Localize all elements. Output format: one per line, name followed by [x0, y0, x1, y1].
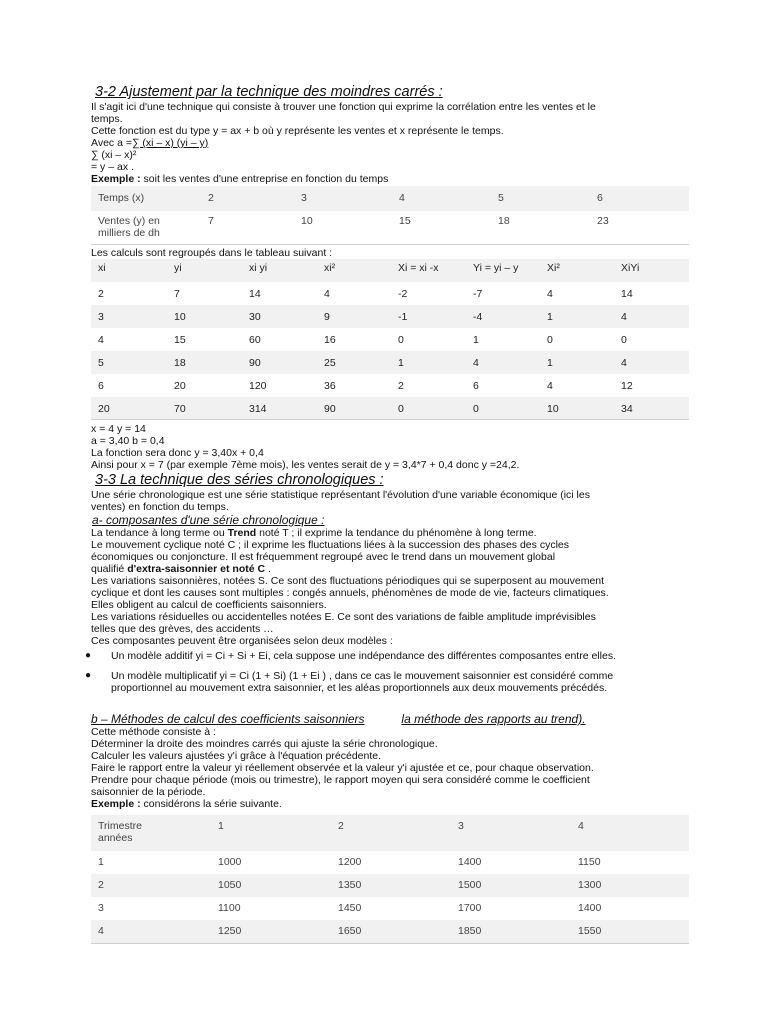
text-run: . [265, 563, 271, 575]
table-cell: 7 [174, 287, 180, 300]
table-cell: 1150 [578, 856, 601, 868]
result-line: a = 3,40 b = 0,4 [91, 435, 165, 447]
table-cell: 1300 [578, 879, 602, 891]
table-cell: 6 [473, 379, 479, 392]
table-header-row [91, 259, 689, 282]
table-header-cell: yi [174, 261, 182, 274]
table-cell: 1 [398, 356, 404, 369]
table-cell: 0 [547, 333, 553, 346]
table-cell: 1400 [578, 902, 602, 914]
list-item-text: Un modèle additif yi = Ci + Si + Ei, cela suppose une indépendance des différentes composantes entre elles. [111, 650, 616, 662]
section-3-3-title: 3-3 La technique des séries chronologiques : [95, 472, 384, 488]
model-list [85, 650, 691, 694]
table-cell: -1 [398, 310, 408, 323]
bullet-icon: ● [85, 650, 92, 661]
table-cell: 15 [399, 215, 411, 227]
table-header-cell: Yi = yi – y [473, 261, 519, 274]
text-run: noté T ; il exprime la tendance du phénomène à long terme. [256, 527, 537, 539]
table-cell: 36 [324, 379, 336, 392]
subsection-a-title: a- composantes d'une série chronologique : [92, 513, 325, 527]
table-header-cell: 2 [338, 820, 344, 832]
table-header-cell: 4 [578, 820, 584, 832]
table-row [91, 351, 689, 374]
paragraph-line: Une série chronologique est une série statistique représentant l'évolution d'une variable économique (ici les [91, 489, 590, 501]
table-cell: 4 [547, 287, 553, 300]
table-cell: 1050 [218, 879, 242, 891]
table-cell: 1850 [458, 925, 482, 937]
table-header-cell: 3 [458, 820, 464, 832]
paragraph-line: saisonnier de la période. [91, 786, 206, 798]
paragraph-line: Les calculs sont regroupés dans le tableau suivant : [91, 246, 333, 259]
table-row [91, 305, 689, 328]
table-cell: 60 [249, 333, 261, 346]
table-cell: 10 [174, 310, 186, 323]
table-header-cell: xi yi [249, 261, 268, 274]
paragraph-line: Les variations résiduelles ou accidentelles notées E. Ce sont des variations de faible amplitude imprévisibles [91, 611, 596, 623]
list-item [85, 670, 691, 694]
table-header-cell: XiYi [621, 261, 640, 274]
paragraph-line: Les variations saisonnières, notées S. Ce sont des fluctuations périodiques qui se superposent au mouvement [91, 575, 605, 587]
paragraph-line: Elles obligent au calcul de coefficients saisonniers. [91, 599, 327, 611]
text-run: La tendance à long terme ou [91, 527, 228, 539]
document-page [85, 84, 691, 944]
table-cell: 1000 [218, 856, 242, 868]
table-cell: 14 [249, 287, 261, 300]
table-row [91, 328, 689, 351]
subsection-b-title-line [91, 712, 691, 726]
table-header-cell: xi² [324, 261, 336, 274]
text-run: qualifié [91, 563, 128, 575]
list-item-text: Un modèle multiplicatif yi = Ci (1 + Si) (1 + Ei ) , dans ce cas le mouvement saisonnier est considéré comme [111, 670, 614, 682]
table-cell: 314 [249, 402, 267, 415]
table-cell: 0 [398, 402, 404, 415]
table-cell: -7 [473, 287, 483, 300]
table-cell: 0 [621, 333, 627, 346]
table-cell: 12 [621, 379, 633, 392]
table-row [91, 186, 689, 211]
table-cell: -2 [398, 287, 408, 300]
table-cell: 2 [208, 192, 214, 204]
seasonal-series-table [91, 815, 689, 944]
paragraph-line: ventes) en fonction du temps. [91, 501, 229, 513]
paragraph-line: Calculer les valeurs ajustées y'i grâce à l'équation précédente. [91, 750, 382, 762]
table-cell: 18 [174, 356, 186, 369]
table-cell: 34 [621, 402, 633, 415]
table-cell: 2 [398, 379, 404, 392]
table-cell: Ventes (y) en milliers de dh [98, 215, 160, 239]
formula-a-denominator: ∑ (xi – x)² [91, 149, 137, 161]
table-row [91, 851, 689, 874]
subsection-b-title: b – Méthodes de calcul des coefficients saisonniers [91, 712, 365, 726]
table-cell: 6 [98, 379, 104, 392]
formula-label: Avec a = [91, 137, 132, 149]
table-cell: 1400 [458, 856, 482, 868]
table-cell: 1700 [458, 902, 482, 914]
table-cell: Temps (x) [98, 192, 145, 204]
table-cell: 1450 [338, 902, 362, 914]
table-cell: 4 [473, 356, 479, 369]
table-cell: 30 [249, 310, 261, 323]
table-row [91, 874, 689, 897]
table-cell: 1100 [218, 902, 241, 914]
section-3-2-title: 3-2 Ajustement par la technique des moindres carrés : [95, 84, 443, 100]
table-cell: -4 [473, 310, 483, 323]
table-row [91, 397, 689, 420]
table-cell: 120 [249, 379, 267, 392]
table-row [91, 211, 689, 244]
table-cell: 1650 [338, 925, 362, 937]
bullet-icon: ● [85, 670, 92, 681]
table-header-cell: Trimestre années [98, 820, 142, 844]
table-header-row [91, 815, 689, 851]
sales-table [91, 186, 689, 245]
paragraph-line: Le mouvement cyclique noté C ; il exprime les fluctuations liées à la succession des phases des cycles [91, 539, 569, 551]
paragraph-line: économiques ou conjoncture. Il est fréquemment regroupé avec le trend dans un mouvement global [91, 551, 556, 563]
example-label: Exemple : [91, 173, 141, 185]
table-cell: 70 [174, 402, 186, 415]
table-cell: 10 [547, 402, 559, 415]
table-cell: 3 [98, 310, 104, 323]
list-item-text: proportionnel au mouvement extra saisonnier, et les aléas proportionnels aux deux mouvements précédés. [111, 682, 608, 694]
table-cell: 4 [547, 379, 553, 392]
paragraph-line: Cette méthode consiste à : [91, 726, 216, 738]
example-label: Exemple : [91, 798, 141, 810]
table-cell: 4 [324, 287, 330, 300]
formula-numerator: ∑ (xi – x) (yi – y) [131, 137, 209, 149]
paragraph-line [91, 527, 691, 539]
table-cell: 4 [399, 192, 405, 204]
table-cell: 10 [301, 215, 313, 227]
table-cell: 20 [98, 402, 110, 415]
table-header-cell: 1 [218, 820, 224, 832]
table-cell: 4 [621, 356, 627, 369]
table-cell: 0 [398, 333, 404, 346]
table-cell: 20 [174, 379, 186, 392]
table-cell: 15 [174, 333, 186, 346]
table-cell: 3 [301, 192, 307, 204]
table-cell: 23 [597, 215, 609, 227]
paragraph-line: telles que des grèves, des accidents … [91, 623, 274, 635]
table-cell: 1 [473, 333, 479, 346]
paragraph-line: Ces composantes peuvent être organisées selon deux modèles : [91, 635, 393, 647]
table-cell: 16 [324, 333, 336, 346]
table-header-cell: xi [98, 261, 106, 274]
table-cell: 18 [498, 215, 510, 227]
table-cell: 1 [98, 856, 104, 868]
result-line: x = 4 y = 14 [91, 423, 146, 435]
table-header-cell: Xi² [547, 261, 560, 274]
table-cell: 5 [98, 356, 104, 369]
list-item [85, 650, 691, 662]
table-cell: 7 [208, 215, 214, 227]
table-cell: 1 [547, 356, 553, 369]
paragraph-line: Il s'agit ici d'une technique qui consiste à trouver une fonction qui exprime la corrélation entre les ventes et le [91, 101, 596, 113]
paragraph-line: Prendre pour chaque période (mois ou trimestre), le rapport moyen qui sera considéré comme le coefficient [91, 774, 590, 786]
table-cell: 1350 [338, 879, 362, 891]
table-cell: 1250 [218, 925, 242, 937]
result-line: La fonction sera donc y = 3,40x + 0,4 [91, 447, 264, 459]
subsection-b-method: la méthode des rapports au trend). [401, 712, 586, 726]
calc-table [91, 259, 689, 421]
table-cell: 0 [473, 402, 479, 415]
example-line [91, 173, 691, 185]
text-run-bold: d'extra-saisonnier et noté C [127, 563, 266, 575]
table-cell: 4 [621, 310, 627, 323]
table-row [91, 920, 689, 943]
table-cell: 1200 [338, 856, 362, 868]
table-cell: 6 [597, 192, 603, 204]
paragraph-line: cyclique et dont les causes sont multiples : congés annuels, phénomènes de mode de vie, facteurs climatiques. [91, 587, 609, 599]
table-row [91, 374, 689, 397]
table-cell: 2 [98, 879, 104, 891]
table-cell: 5 [498, 192, 504, 204]
paragraph-line: Faire le rapport entre la valeur yi réellement observée et la valeur y'i ajustée et ce, pour chaque observation. [91, 762, 594, 774]
table-cell: 1 [547, 310, 553, 323]
table-cell: 1500 [458, 879, 482, 891]
table-cell: 25 [324, 356, 336, 369]
table-row [91, 897, 689, 920]
result-line: Ainsi pour x = 7 (par exemple 7ème mois), les ventes serait de y = 3,4*7 + 0,4 donc y =24,2. [91, 459, 520, 471]
table-cell: 90 [324, 402, 336, 415]
table-cell: 3 [98, 902, 104, 914]
formula-a-numerator [91, 137, 691, 149]
table-cell: 1550 [578, 925, 602, 937]
paragraph-line: Déterminer la droite des moindres carrés qui ajuste la série chronologique. [91, 738, 438, 750]
table-cell: 2 [98, 287, 104, 300]
example-text: considérons la série suivante. [140, 798, 282, 810]
table-cell: 14 [621, 287, 633, 300]
table-cell: 90 [249, 356, 261, 369]
example-line [91, 798, 691, 810]
table-header-cell: Xi = xi -x [398, 261, 439, 274]
paragraph-line: temps. [91, 113, 123, 125]
paragraph-line [91, 563, 691, 575]
formula-b: = y – ax . [91, 161, 134, 173]
table-row [91, 282, 689, 305]
example-text: soit les ventes d'une entreprise en fonction du temps [140, 173, 389, 185]
table-cell: 4 [98, 333, 104, 346]
table-cell: 4 [98, 925, 104, 937]
paragraph-line: Cette fonction est du type y = ax + b où y représente les ventes et x représente le temps. [91, 125, 504, 137]
text-run-bold: Trend [227, 527, 257, 539]
table-cell: 9 [324, 310, 330, 323]
